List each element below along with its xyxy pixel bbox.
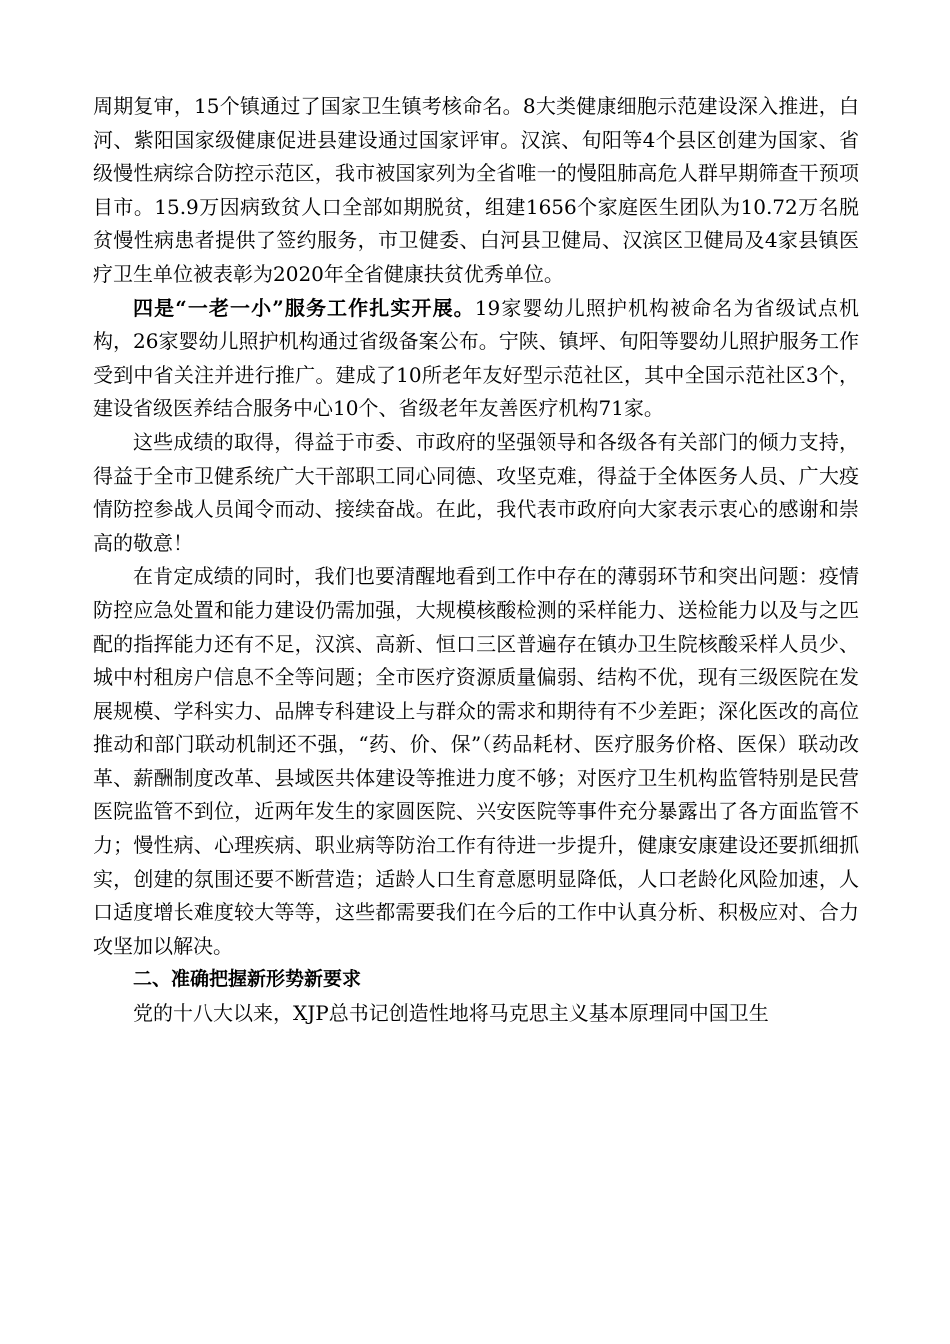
paragraph-health-achievements: 周期复审，15个镇通过了国家卫生镇考核命名。8大类健康细胞示范建设深入推进，白河、紫阳国家级健康促进县建设通过国家评审。汉滨、旬阳等4个县区创建为国家、省级慢性病综合防控示范区，我市被国家列为全省唯一的慢阻肺高危人群早期筛查干预项目市。15.9万因病致贫人口全部如期脱贫，组建1656个家庭医生团队为10.72万名脱贫慢性病患者提供了签约服务，市卫健委、白河县卫健局、汉滨区卫健局及4家县镇医疗卫生单位被表彰为2020年全省健康扶贫优秀单位。 <box>93 94 859 286</box>
paragraph-problems: 在肯定成绩的同时，我们也要清醒地看到工作中存在的薄弱环节和突出问题：疫情防控应急处置和能力建设仍需加强，大规模核酸检测的采样能力、送检能力以及与之匹配的指挥能力还有不足，汉滨、高新、恒口三区普遍存在镇办卫生院核酸采样人员少、城中村租房户信息不全等问题；全市医疗资源质量偏弱、结构不优，现有三级医院在发展规模、学科实力、品牌专科建设上与群众的需求和期待有不少差距；深化医改的高位推动和部门联动机制还不强，“药、价、保”（药品耗材、医疗服务价格、医保）联动改革、薪酬制度改革、县域医共体建设等推进力度不够；对医疗卫生机构监管特别是民营医院监管不到位，近两年发生的家圆医院、兴安医院等事件充分暴露出了各方面监管不力；慢性病、心理疾病、职业病等防治工作有待进一步提升，健康安康建设还要抓细抓实，创建的氛围还要不断营造；适龄人口生育意愿明显降低，人口老龄化风险加速，人口适度增长难度较大等等，这些都需要我们在今后的工作中认真分析、积极应对、合力攻坚加以解决。 <box>93 564 859 958</box>
paragraph-acknowledgement: 这些成绩的取得，得益于市委、市政府的坚强领导和各级各有关部门的倾力支持，得益于全市卫健系统广大干部职工同心同德、攻坚克难，得益于全体医务人员、广大疫情防控参战人员闻令而动、接续奋战。在此，我代表市政府向大家表示衷心的感谢和崇高的敬意！ <box>93 429 859 555</box>
document-page <box>93 90 859 1031</box>
paragraph-body: 19家婴幼儿照护机构被命名为省级试点机构，26家婴幼儿照护机构通过省级备案公布。宁陕、镇坪、旬阳等婴幼儿照护服务工作受到中省关注并进行推广。建成了10所老年友好型示范社区，其中全国示范社区3个，建设省级医养结合服务中心10个、省级老年友善医疗机构71家。 <box>93 295 859 421</box>
paragraph-new-situation: 党的十八大以来，XJP总书记创造性地将马克思主义基本原理同中国卫生 <box>133 1001 769 1026</box>
paragraph-elderly-child-services <box>93 292 859 426</box>
paragraph-lead: 四是“一老一小”服务工作扎实开展。 <box>133 295 475 320</box>
section-heading: 二、准确把握新形势新要求 <box>133 968 362 991</box>
